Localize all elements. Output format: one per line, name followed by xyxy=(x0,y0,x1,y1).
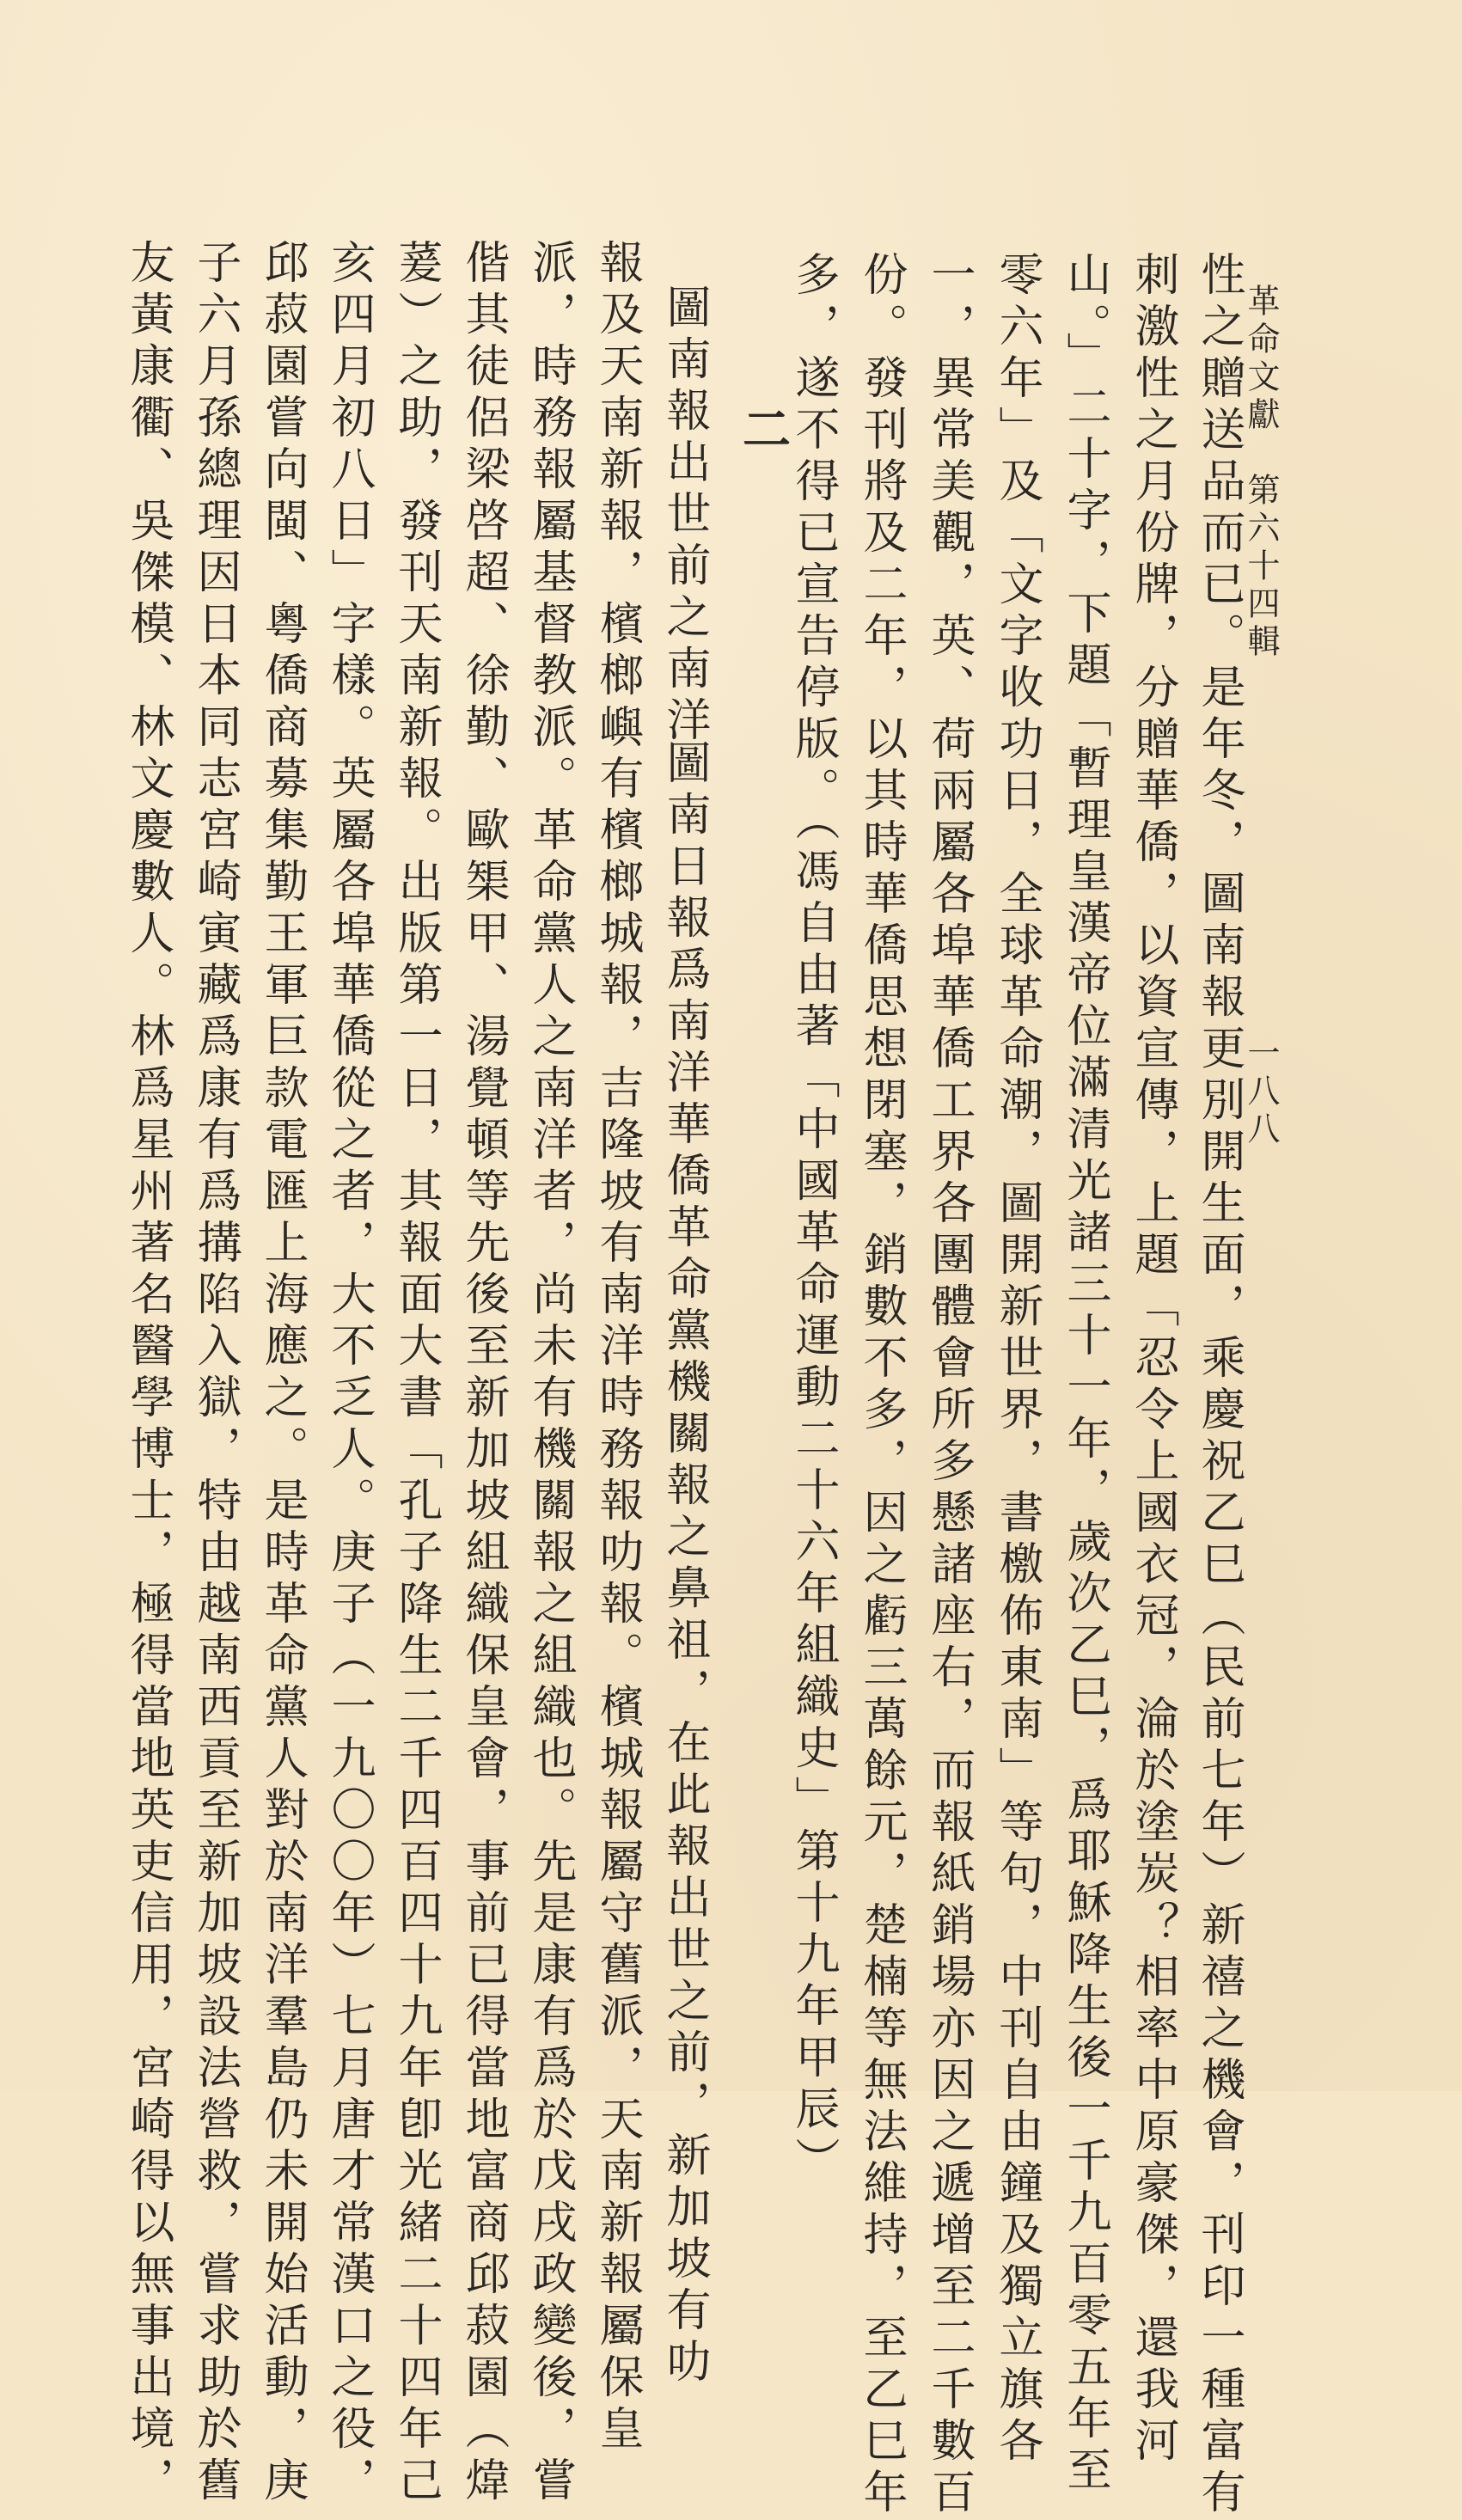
section-number: 二 xyxy=(735,404,792,452)
text-column-13: 亥四月初八日」字樣。英屬各埠華僑從之者，大不乏人。庚子（一九〇〇年）七月唐才常漢口之役， xyxy=(323,239,375,2508)
text-column-2: 刺激性之月份牌，分贈華僑，以資宣傳，上題「忍令上國衣冠，淪於塗炭？相率中原豪傑，還我河 xyxy=(1127,251,1178,2468)
section-heading: 圖南報出世前之南洋 xyxy=(658,284,710,748)
text-column-8: 圖南日報爲南洋華僑革命黨機關報之鼻祖，在此報出世之前，新加坡有叻 xyxy=(658,739,710,2389)
text-column-1: 性之贈送品而已。是年冬，圖南報更別開生面，乘慶祝乙巳（民前七年）新禧之機會，刊印一種富有 xyxy=(1193,251,1245,2520)
text-column-15: 子六月孫總理因日本同志宮崎寅藏爲康有爲搆陷入獄，特由越南西貢至新加坡設法營救，嘗求助於舊 xyxy=(189,239,241,2508)
running-header-title: 革命文獻 第六十四輯 xyxy=(1242,284,1280,662)
text-column-10: 派，時務報屬基督教派。革命黨人之南洋者，尚未有機關報之組織也。先是康有爲於戊戌政變後，嘗 xyxy=(524,239,576,2508)
text-column-3: 山。」二十字，下題「暫理皇漢帝位滿清光諸三十一年，歲次乙巳，爲耶穌降生後一千九百零五年至 xyxy=(1059,251,1110,2498)
text-column-5: 一，異常美觀，英、荷兩屬各埠華僑工界各團體會所多懸諸座右，而報紙銷場亦因之遞增至二千數百 xyxy=(923,251,975,2520)
text-column-4: 零六年」及「文字收功日，全球革命潮，圖開新世界，書檄佈東南」等句，中刊自由鐘及獨立旗各 xyxy=(991,251,1043,2468)
text-column-12: 萲）之助，發刊天南新報。出版第一日，其報面大書「孔子降生二千四百四十九年卽光緒二十四年己 xyxy=(390,239,442,2508)
page-number: 一八八 xyxy=(1242,1036,1280,1149)
text-column-6: 份。發刊將及二年，以其時華僑思想閉塞，銷數不多，因之虧三萬餘元，楚楠等無法維持，至乙巳年 xyxy=(855,251,907,2520)
text-column-9: 報及天南新報，檳榔嶼有檳榔城報，吉隆坡有南洋時務報叻報。檳城報屬守舊派，天南新報屬保皇 xyxy=(591,239,643,2456)
text-column-11: 偕其徒侶梁啓超、徐勤、歐榘甲、湯覺頓等先後至新加坡組織保皇會，事前已得當地富商邱菽園（煒 xyxy=(457,239,509,2508)
text-column-14: 邱菽園嘗向閩、粵僑商募集勤王軍巨款電匯上海應之。是時革命黨人對於南洋羣島仍未開始活動，庚 xyxy=(256,239,308,2508)
text-column-7: 多，遂不得已宣告停版。（馮自由著「中國革命運動二十六年組織史」第十九年甲辰） xyxy=(787,251,839,2188)
text-column-16: 友黃康衢、吳傑模、林文慶數人。林爲星州著名醫學博士，極得當地英吏信用，宮崎得以無事出境， xyxy=(122,239,174,2508)
